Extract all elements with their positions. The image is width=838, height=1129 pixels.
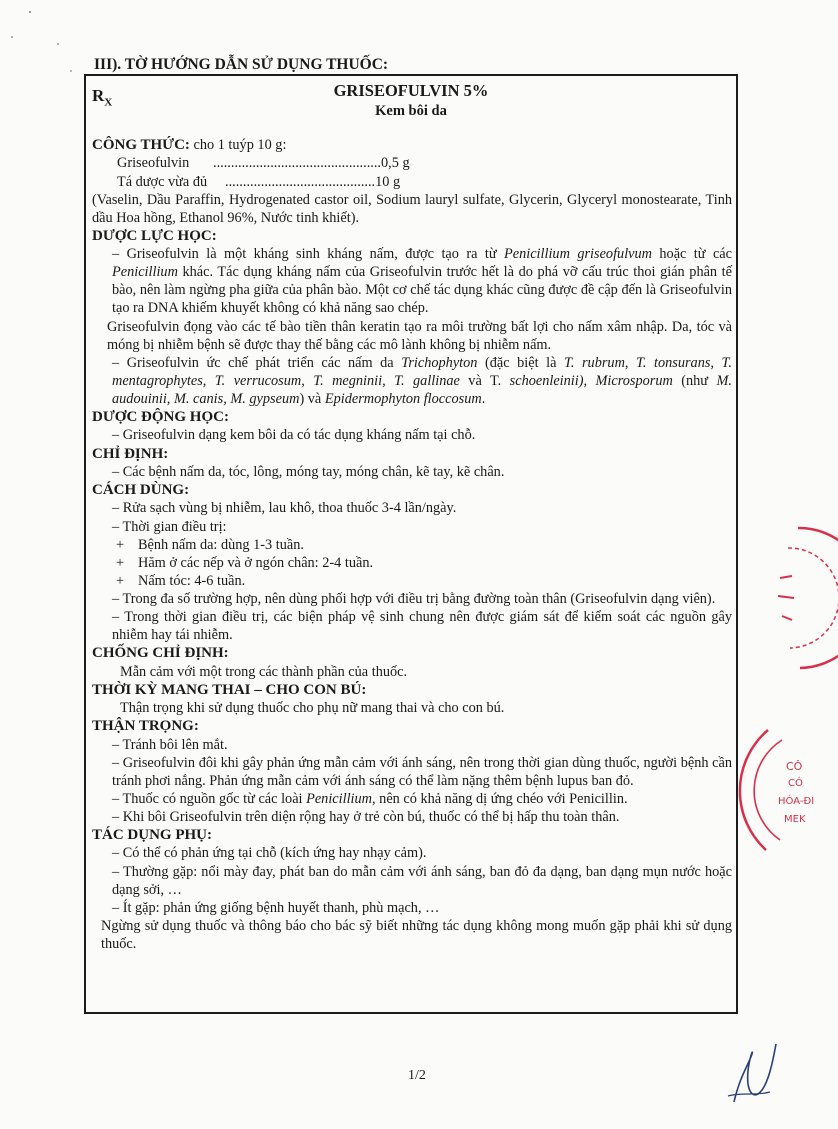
precautions-p3: – Thuốc có nguồn gốc từ các loài Penicillium, nên có khả năng dị ứng chéo với Penicillin.	[112, 790, 628, 807]
scan-specks	[0, 0, 80, 80]
side-effects-p4: Ngừng sử dụng thuốc và thông báo cho bác sỹ biết những tác dụng không mong muốn gặp phải khi sử dụng thuốc.	[101, 917, 732, 952]
usage-heading: CÁCH DÙNG:	[92, 482, 190, 499]
drug-title: GRISEOFULVIN 5%	[333, 81, 489, 100]
usage-p2: – Thời gian điều trị:	[112, 518, 227, 535]
usage-item: + Hăm ở các nếp và ở ngón chân: 2-4 tuần.	[116, 554, 374, 571]
side-effects-heading: TÁC DỤNG PHỤ:	[92, 827, 212, 844]
rx-symbol: $R_X$	[92, 86, 113, 109]
usage-item: + Nấm tóc: 4-6 tuần.	[116, 572, 246, 589]
leaflet-content	[92, 136, 732, 953]
indications-heading: CHỈ ĐỊNH:	[92, 445, 169, 462]
precautions-heading: THẬN TRỌNG:	[92, 718, 199, 735]
contraindications-heading: CHỐNG CHỈ ĐỊNH:	[92, 645, 229, 662]
svg-text:CÓ: CÓ	[788, 778, 803, 789]
svg-text:MEK: MEK	[784, 814, 806, 825]
precautions-p2: – Griseofulvin đôi khi gây phản ứng mẫn cảm với ánh sáng, nên trong thời gian dùng thuốc, người bệnh cần tránh phơi nắng. Phản ứng mẫn cảm với ánh sáng có thể làm nặng thêm bệnh lupus ban đỏ.	[112, 754, 732, 789]
svg-text:HÓA-ĐI: HÓA-ĐI	[778, 796, 815, 807]
pharmacodynamics-p2: Griseofulvin đọng vào các tế bào tiền thân keratin tạo ra môi trường bất lợi cho nấm xâm nhập. Da, tóc và móng bị nhiễm bệnh sẽ được thay thế bằng các mô lành không bị nhiễm nấm.	[107, 318, 732, 353]
svg-text:CÔ: CÔ	[786, 760, 803, 773]
usage-p3: – Trong đa số trường hợp, nên dùng phối hợp với điều trị bằng đường toàn thân (Griseofulvin dạng viên).	[112, 590, 716, 607]
side-effects-p3: – Ít gặp: phản ứng giống bệnh huyết thanh, phù mạch, …	[112, 899, 440, 916]
formula-excipients: (Vaselin, Dầu Paraffin, Hydrogenated castor oil, Sodium lauryl sulfate, Glycerin, Glyceryl monostearate, Tinh dầu Hoa hồng, Ethanol 96%, Nước tinh khiết).	[92, 191, 732, 226]
precautions-p4: – Khi bôi Griseofulvin trên diện rộng hay ở trẻ còn bú, thuốc có thể bị hấp thu toàn thân.	[112, 808, 620, 825]
usage-p1: – Rửa sạch vùng bị nhiễm, lau khô, thoa thuốc 3-4 lần/ngày.	[112, 500, 457, 517]
pregnancy-heading: THỜI KỲ MANG THAI – CHO CON BÚ:	[92, 681, 367, 698]
stamp-fragment-bottom	[738, 720, 828, 860]
precautions-p1: – Tránh bôi lên mắt.	[112, 736, 228, 753]
pharmacodynamics-heading: DƯỢC LỰC HỌC:	[92, 227, 217, 244]
section-heading: III). TỜ HƯỚNG DẪN SỬ DỤNG THUỐC:	[94, 56, 389, 73]
contraindications-p1: Mẫn cảm với một trong các thành phần của thuốc.	[120, 663, 408, 680]
signature-mark	[722, 1036, 782, 1108]
side-effects-p1: – Có thể có phản ứng tại chỗ (kích ứng hay nhạy cảm).	[112, 845, 427, 862]
formula-line-excipient: Tá dược vừa đủ ..........................................10 g	[117, 173, 401, 190]
pharmacokinetics-heading: DƯỢC ĐỘNG HỌC:	[92, 409, 229, 426]
formula-line-active: Griseofulvin ...............................................0,5 g	[117, 155, 410, 172]
side-effects-p2: – Thường gặp: nổi mày đay, phát ban do mẫn cảm với ánh sáng, ban đỏ đa dạng, ban dạng mụn nước hoặc dạng sởi, …	[112, 863, 732, 898]
stamp-fragment-top	[758, 518, 838, 678]
indications-p1: – Các bệnh nấm da, tóc, lông, móng tay, móng chân, kẽ tay, kẽ chân.	[112, 463, 505, 480]
pharmacokinetics-p1: – Griseofulvin dạng kem bôi da có tác dụng kháng nấm tại chỗ.	[112, 427, 476, 444]
leaflet-frame	[84, 74, 738, 1014]
formula-heading: CÔNG THỨC: cho 1 tuýp 10 g:	[92, 137, 287, 153]
pharmacodynamics-p1: – Griseofulvin là một kháng sinh kháng nấm, được tạo ra từ Penicillium griseofulvum hoặc từ các Penicillium khác. Tác dụng kháng nấm của Griseofulvin trước hết là do phá vỡ cấu trúc thoi gián phân tế bào, nên làm ngừng pha giữa của phân bào. Một cơ chế tác dụng khác cũng được đề cập đến là Griseofulvin tạo ra DNA khiếm khuyết không có khả năng sao chép.	[112, 246, 732, 317]
usage-p4: – Trong thời gian điều trị, các biện pháp vệ sinh chung nên được giám sát để kiểm soát các nguồn gây nhiễm hay tái nhiễm.	[112, 609, 732, 644]
page-number: 1/2	[408, 1068, 426, 1083]
pregnancy-p1: Thận trọng khi sử dụng thuốc cho phụ nữ mang thai và cho con bú.	[120, 700, 505, 717]
drug-subtitle: Kem bôi da	[375, 103, 447, 119]
pharmacodynamics-p3: – Griseofulvin ức chế phát triển các nấm da Trichophyton (đặc biệt là T. rubrum, T. tonsurans, T. mentagrophytes, T. verrucosum, T. megninii, T. gallinae và T. schoenleinii), Microsporum (như M. audouinii, M. canis, M. gypseum) và Epidermophyton floccosum.	[112, 354, 732, 407]
usage-item: + Bệnh nấm da: dùng 1-3 tuần.	[116, 536, 304, 553]
